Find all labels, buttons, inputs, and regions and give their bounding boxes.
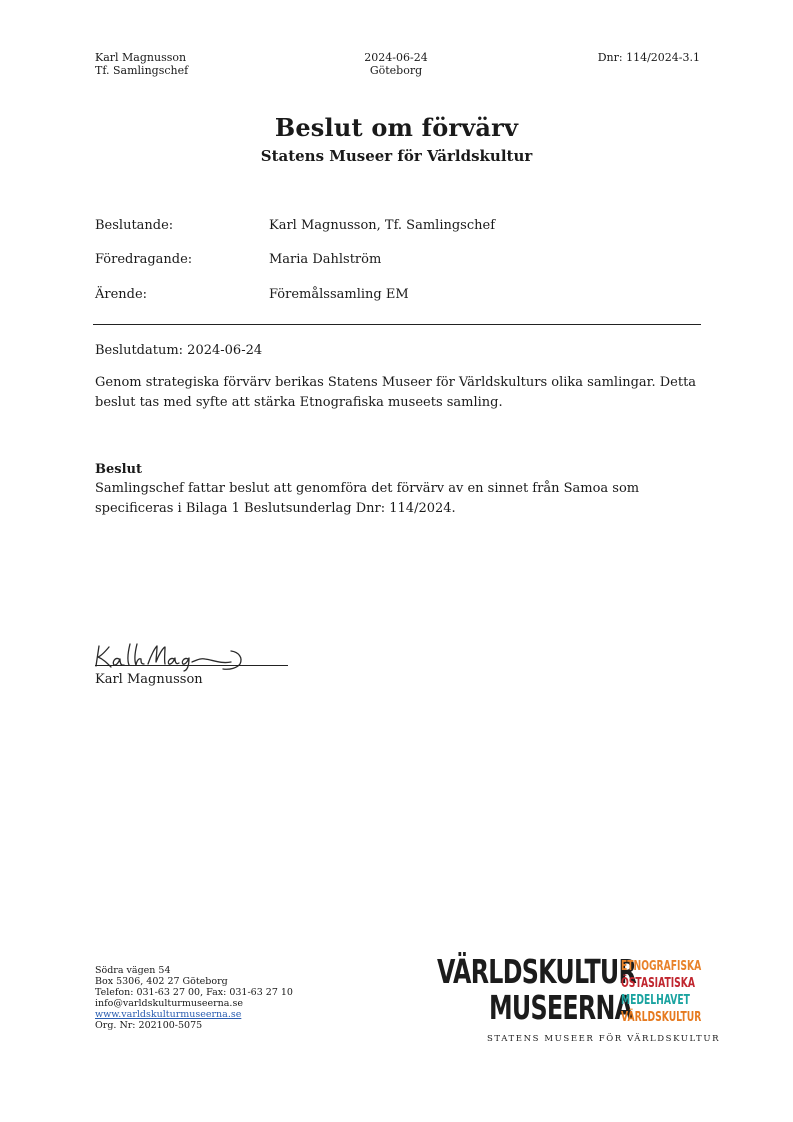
decision-date: Beslutdatum: 2024-06-24	[95, 343, 263, 358]
field-label-foredragande: Föredragande:	[95, 252, 193, 267]
logo-museum-ostasiatiska: ÖSTASIATISKA	[621, 975, 696, 991]
field-label-arende: Ärende:	[95, 287, 148, 302]
header-city: Göteborg	[369, 64, 423, 77]
logo-museum-etnografiska: ETNOGRAFISKA	[621, 958, 702, 974]
logo-tagline: STATENS MUSEER FÖR VÄRLDSKULTUR	[487, 1034, 721, 1044]
decision-paragraph: Samlingschef fattar beslut att genomföra det förvärv av en sinnet från Samoa som specificeras i Bilaga 1 Beslutsunderlag Dnr: 114/2024.	[95, 481, 640, 516]
footer-address-box: Box 5306, 402 27 Göteborg	[95, 976, 228, 987]
footer-website-link[interactable]: www.varldskulturmuseerna.se	[95, 1009, 242, 1020]
logo-line-varldskultur: VÄRLDSKULTUR	[437, 952, 637, 991]
footer-contact	[95, 965, 293, 1031]
footer-org-nr: Org. Nr: 202100-5075	[95, 1020, 203, 1031]
footer-address-street: Södra vägen 54	[95, 965, 171, 976]
header-date: 2024-06-24	[364, 51, 428, 64]
field-value-arende: Föremålssamling EM	[269, 287, 409, 302]
header-date-place	[296, 51, 496, 77]
field-value-beslutande: Karl Magnusson, Tf. Samlingschef	[269, 218, 496, 233]
signatory-name: Karl Magnusson	[95, 672, 203, 687]
header-author-role: Tf. Samlingschef	[95, 64, 189, 77]
document-subtitle: Statens Museer för Världskultur	[260, 147, 533, 165]
footer-email: info@varldskulturmuseerna.se	[95, 998, 243, 1009]
varldskultur-logo	[437, 952, 721, 1050]
header-author	[95, 51, 188, 77]
header-author-name: Karl Magnusson	[95, 51, 187, 64]
divider	[93, 324, 701, 325]
field-value-foredragande: Maria Dahlström	[269, 252, 382, 267]
signature-line	[95, 665, 288, 666]
header-dnr: Dnr: 114/2024-3.1	[597, 51, 700, 64]
decision-heading: Beslut	[95, 462, 142, 477]
logo-line-museerna: MUSEERNA	[489, 988, 633, 1027]
document-title: Beslut om förvärv	[274, 113, 519, 142]
field-label-beslutande: Beslutande:	[95, 218, 174, 233]
footer-phone: Telefon: 031-63 27 00, Fax: 031-63 27 10	[95, 987, 293, 998]
logo-museum-varldskultur: VÄRLDSKULTUR	[621, 1009, 702, 1025]
logo-museum-medelhavet: MEDELHAVET	[621, 992, 690, 1008]
handwritten-signature	[93, 640, 293, 672]
intro-paragraph: Genom strategiska förvärv berikas Statens Museer för Världskulturs olika samlingar. Detta beslut tas med syfte att stärka Etnografiska museets samling.	[95, 375, 697, 410]
